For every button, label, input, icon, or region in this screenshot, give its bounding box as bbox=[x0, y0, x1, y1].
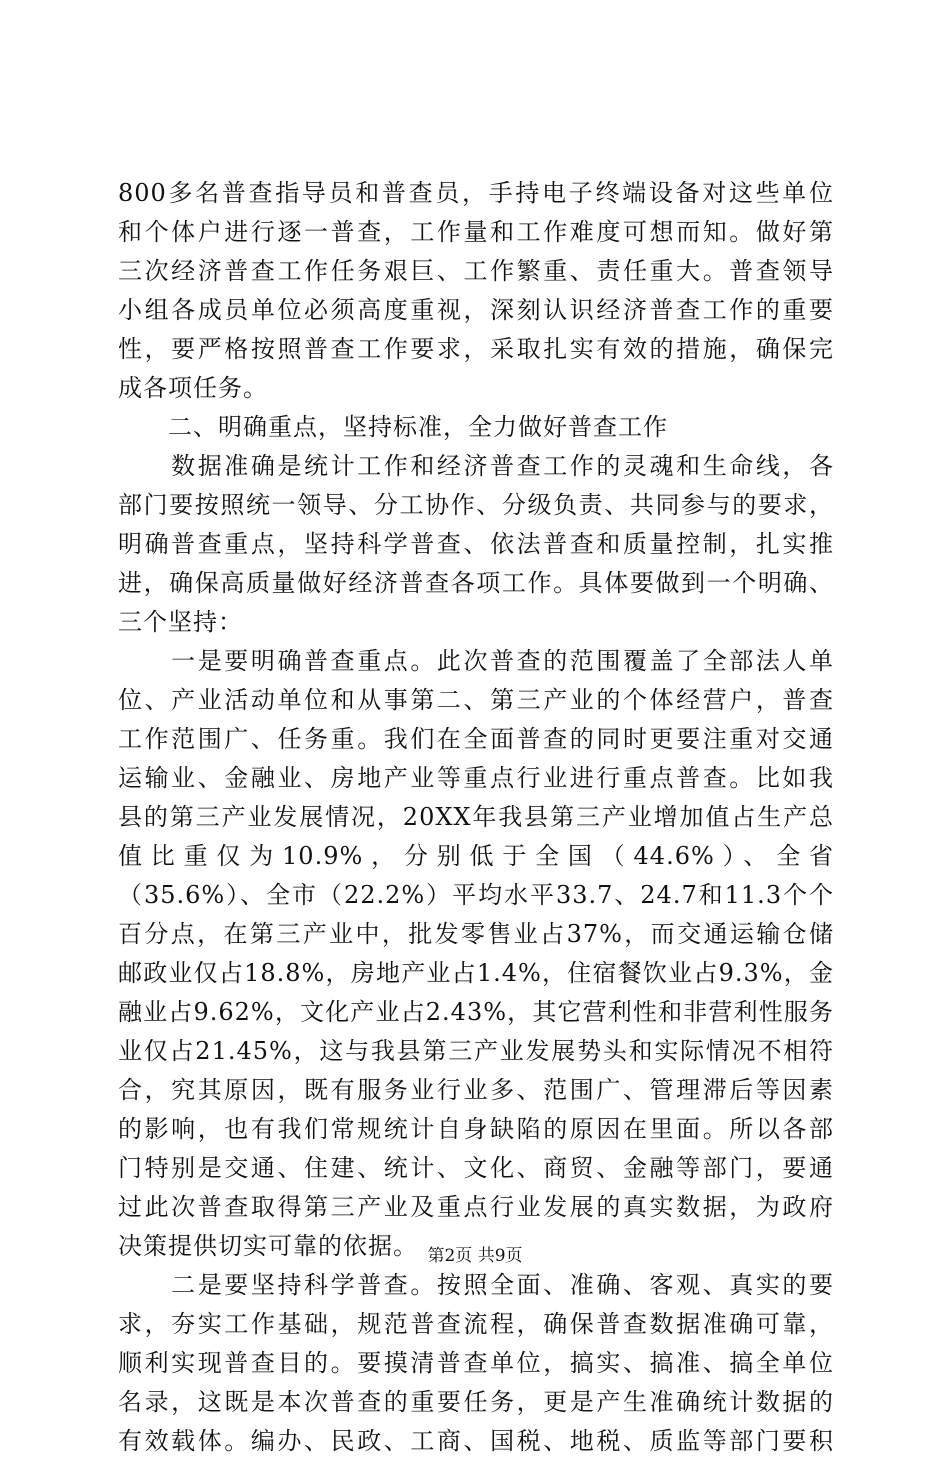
text-line: 合，究其原因，既有服务业行业多、范围广、管理滞后等因素 bbox=[118, 1076, 834, 1104]
text-line: 决策提供切实可靠的依据。 bbox=[118, 1232, 418, 1260]
text-line: 有效载体。编办、民政、工商、国税、地税、质监等部门要积 bbox=[118, 1427, 834, 1455]
text-line: 顺利实现普查目的。要摸清普查单位，搞实、搞准、搞全单位 bbox=[118, 1349, 834, 1377]
text-line: 名录，这既是本次普查的重要任务，更是产生准确统计数据的 bbox=[118, 1388, 834, 1416]
page-footer bbox=[0, 1244, 950, 1268]
text-line: 和个体户进行逐一普查，工作量和工作难度可想而知。做好第 bbox=[118, 218, 834, 246]
text-line: 过此次普查取得第三产业及重点行业发展的真实数据，为政府 bbox=[118, 1193, 834, 1221]
text-line: 门特别是交通、住建、统计、文化、商贸、金融等部门，要通 bbox=[118, 1154, 834, 1182]
text-line: 部门要按照统一领导、分工协作、分级负责、共同参与的要求， bbox=[118, 491, 834, 519]
text-line: 成各项任务。 bbox=[118, 374, 268, 402]
text-line: 小组各成员单位必须高度重视，深刻认识经济普查工作的重要 bbox=[118, 296, 834, 324]
text-line: （35.6%）、全市（22.2%）平均水平33.7、24.7和11.3个个 bbox=[118, 881, 834, 909]
text-line: 三个坚持： bbox=[118, 608, 243, 636]
text-line: 二是要坚持科学普查。按照全面、准确、客观、真实的要 bbox=[118, 1271, 834, 1299]
text-line: 位、产业活动单位和从事第二、第三产业的个体经营户，普查 bbox=[118, 686, 834, 714]
text-line: 百分点，在第三产业中，批发零售业占37%，而交通运输仓储 bbox=[118, 920, 834, 948]
text-line: 县的第三产业发展情况，20XX年我县第三产业增加值占生产总 bbox=[118, 803, 834, 831]
text-line: 一是要明确普查重点。此次普查的范围覆盖了全部法人单 bbox=[118, 647, 834, 675]
text-line: 求，夯实工作基础，规范普查流程，确保普查数据准确可靠， bbox=[118, 1310, 834, 1338]
text-line: 明确普查重点，坚持科学普查、依法普查和质量控制，扎实推 bbox=[118, 530, 834, 558]
text-line: 业仅占21.45%，这与我县第三产业发展势头和实际情况不相符 bbox=[118, 1037, 834, 1065]
text-line: 800多名普查指导员和普查员，手持电子终端设备对这些单位 bbox=[118, 179, 834, 207]
text-line: 的影响，也有我们常规统计自身缺陷的原因在里面。所以各部 bbox=[118, 1115, 834, 1143]
text-line: 融业占9.62%，文化产业占2.43%，其它营利性和非营利性服务 bbox=[118, 998, 834, 1026]
text-line: 数据准确是统计工作和经济普查工作的灵魂和生命线，各 bbox=[118, 452, 834, 480]
page-number: 第2页 共9页 bbox=[427, 1246, 523, 1266]
text-line: 运输业、金融业、房地产业等重点行业进行重点普查。比如我 bbox=[118, 764, 834, 792]
section-heading: 二、明确重点，坚持标准，全力做好普查工作 bbox=[118, 413, 668, 441]
text-line: 工作范围广、任务重。我们在全面普查的同时更要注重对交通 bbox=[118, 725, 834, 753]
text-line: 性，要严格按照普查工作要求，采取扎实有效的措施，确保完 bbox=[118, 335, 834, 363]
text-line: 值比重仅为10.9%，分别低于全国（44.6%）、全省 bbox=[118, 842, 834, 870]
text-line: 三次经济普查工作任务艰巨、工作繁重、责任重大。普查领导 bbox=[118, 257, 834, 285]
text-line: 邮政业仅占18.8%，房地产业占1.4%，住宿餐饮业占9.3%，金 bbox=[118, 959, 834, 987]
text-line: 进，确保高质量做好经济普查各项工作。具体要做到一个明确、 bbox=[118, 569, 834, 597]
